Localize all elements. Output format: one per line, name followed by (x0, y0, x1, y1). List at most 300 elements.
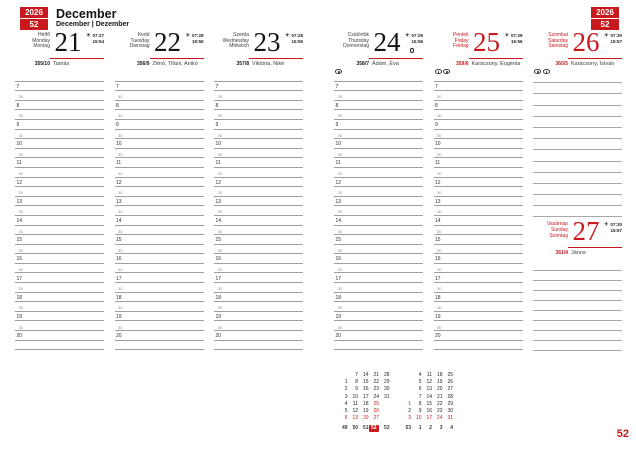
mini-day-cell[interactable] (401, 379, 412, 386)
time-slot[interactable] (434, 245, 523, 255)
mini-day-cell[interactable]: 14 (362, 372, 369, 378)
sunset-time: 15:54 (92, 38, 104, 44)
time-slot[interactable] (115, 226, 204, 236)
mini-day-cell[interactable]: 22 (373, 379, 379, 386)
time-slot[interactable] (15, 120, 104, 130)
time-slot[interactable] (115, 101, 204, 111)
mini-day-cell[interactable]: 30 (383, 386, 390, 393)
time-slot[interactable] (334, 197, 423, 207)
mini-day-cell[interactable]: 5 (344, 407, 348, 414)
writing-line[interactable] (533, 94, 622, 105)
writing-line[interactable] (533, 184, 622, 195)
time-slot[interactable] (334, 302, 423, 312)
mini-day-cell[interactable]: 9 (418, 407, 422, 414)
time-slot[interactable] (15, 235, 104, 245)
time-slot[interactable] (214, 139, 303, 149)
time-slot[interactable] (214, 321, 303, 331)
time-slot[interactable] (434, 331, 523, 341)
mini-day-cell[interactable]: 15 (426, 400, 432, 407)
time-slot[interactable] (115, 91, 204, 101)
mini-day-cell[interactable]: 11 (352, 400, 358, 407)
time-slot[interactable] (434, 187, 523, 197)
mini-day-cell[interactable]: 14 (426, 393, 432, 400)
time-slot[interactable] (15, 264, 104, 274)
time-slot[interactable] (334, 321, 423, 331)
time-slot[interactable] (214, 312, 303, 322)
mini-day-cell[interactable]: 19 (436, 379, 443, 386)
mini-day-cell[interactable]: 28 (383, 372, 390, 378)
day-number: 24 (373, 27, 401, 57)
mini-day-cell[interactable]: 20 (362, 415, 369, 422)
mini-day-cell[interactable]: 7 (355, 372, 358, 378)
mini-day-cell[interactable]: 6 (344, 415, 348, 422)
half-hour-label: 30 (437, 324, 442, 330)
time-slot[interactable] (15, 283, 104, 293)
time-slot[interactable] (15, 101, 104, 111)
time-slot[interactable] (214, 264, 303, 274)
time-slot[interactable] (115, 130, 204, 140)
mini-day-cell[interactable]: 6 (418, 386, 422, 393)
time-slot[interactable] (434, 178, 523, 188)
time-slot[interactable] (15, 302, 104, 312)
time-slot[interactable] (214, 130, 303, 140)
time-slot[interactable] (115, 149, 204, 159)
time-slot[interactable] (214, 235, 303, 245)
writing-line[interactable] (533, 321, 622, 331)
half-hour-label: 30 (217, 286, 222, 292)
mini-calendar-row (337, 401, 390, 408)
time-slot[interactable] (15, 72, 104, 82)
mini-day-cell[interactable]: 17 (426, 415, 432, 422)
time-slot[interactable] (334, 178, 423, 188)
writing-line[interactable] (533, 301, 622, 311)
time-slot[interactable] (334, 82, 423, 92)
time-slot[interactable] (214, 226, 303, 236)
mini-day-cell[interactable]: 8 (418, 400, 422, 407)
time-slot[interactable] (214, 206, 303, 216)
time-slot[interactable] (15, 168, 104, 178)
time-slot[interactable] (214, 187, 303, 197)
writing-line[interactable] (533, 341, 622, 351)
time-slot[interactable] (15, 254, 104, 264)
time-slot[interactable] (434, 139, 523, 149)
day-name-label: Kedd (137, 32, 150, 38)
time-slot[interactable] (434, 283, 523, 293)
day-name-label: Saturday (547, 37, 568, 44)
time-slot[interactable] (115, 168, 204, 178)
time-slot[interactable] (15, 110, 104, 120)
red-date-rule (568, 247, 622, 248)
hour-label: 8 (215, 102, 219, 109)
time-slot[interactable] (214, 149, 303, 159)
mini-day-cell[interactable]: 10 (352, 393, 358, 400)
hour-label: 7 (215, 83, 219, 90)
mini-day-cell[interactable]: 1 (408, 400, 411, 407)
mini-calendar-row (337, 415, 390, 422)
mini-day-cell[interactable]: 12 (352, 407, 358, 414)
time-slot[interactable] (115, 120, 204, 130)
time-slot[interactable] (214, 82, 303, 92)
time-slot[interactable] (15, 293, 104, 303)
time-slot[interactable] (115, 110, 204, 120)
mini-day-cell[interactable] (379, 401, 390, 408)
time-slot[interactable] (434, 158, 523, 168)
mini-day-cell[interactable]: 8 (355, 379, 358, 386)
time-slot[interactable] (334, 226, 423, 236)
time-slot[interactable] (115, 72, 204, 82)
mini-day-cell[interactable] (379, 415, 390, 422)
half-hour-label: 30 (118, 209, 123, 215)
time-slot[interactable] (214, 91, 303, 101)
mini-day-cell[interactable]: 11 (426, 372, 432, 378)
mini-day-cell[interactable]: 31 (447, 415, 453, 422)
time-slot[interactable] (15, 82, 104, 92)
day-header-row (533, 217, 622, 246)
time-slot[interactable] (334, 158, 423, 168)
sunrise-sunset-times (411, 33, 423, 44)
mini-day-cell[interactable]: 2 (408, 407, 411, 414)
time-slot[interactable] (214, 168, 303, 178)
half-hour-label: 30 (337, 247, 342, 253)
time-slot[interactable] (434, 293, 523, 303)
mini-day-cell[interactable]: 25 (373, 400, 379, 407)
day-number: 25 (473, 27, 500, 57)
sun-times-block (86, 28, 104, 44)
writing-line[interactable] (533, 281, 622, 291)
time-slot[interactable] (214, 158, 303, 168)
time-slot[interactable] (15, 245, 104, 255)
mini-day-cell[interactable]: 4 (344, 400, 348, 407)
hour-label: 8 (16, 102, 20, 109)
time-slot[interactable] (334, 72, 423, 82)
half-hour-label: 30 (118, 132, 123, 138)
time-slot[interactable] (434, 341, 523, 351)
time-slot[interactable] (214, 120, 303, 130)
hour-label: 12 (335, 179, 342, 186)
time-slot[interactable] (214, 245, 303, 255)
mini-day-cell[interactable] (401, 386, 412, 393)
time-slot[interactable] (115, 264, 204, 274)
writing-line[interactable] (533, 311, 622, 321)
time-slot[interactable] (115, 341, 204, 351)
day-info-row (533, 61, 622, 67)
mini-day-cell[interactable]: 22 (436, 400, 443, 407)
time-slot[interactable] (15, 178, 104, 188)
mini-day-cell[interactable]: 20 (436, 386, 443, 393)
half-hour-label: 30 (217, 266, 222, 272)
time-slot[interactable] (434, 120, 523, 130)
time-slot[interactable] (334, 91, 423, 101)
time-slot[interactable] (434, 226, 523, 236)
time-slot[interactable] (115, 82, 204, 92)
time-slot[interactable] (15, 321, 104, 331)
time-slot[interactable] (214, 101, 303, 111)
time-slot[interactable] (15, 158, 104, 168)
mini-day-cell[interactable]: 29 (447, 400, 453, 407)
mini-day-cell[interactable]: 2 (344, 386, 348, 393)
time-slot[interactable] (434, 264, 523, 274)
mini-day-cell[interactable]: 24 (373, 393, 379, 400)
day-info-row (434, 61, 523, 67)
time-slot[interactable] (334, 110, 423, 120)
time-slot[interactable] (334, 139, 423, 149)
half-hour-label: 30 (18, 228, 23, 234)
time-slot[interactable] (115, 206, 204, 216)
time-slot[interactable] (214, 341, 303, 351)
time-slot[interactable] (214, 293, 303, 303)
mini-day-cell[interactable]: 23 (436, 407, 443, 414)
time-slot[interactable] (434, 235, 523, 245)
mini-day-cell[interactable]: 18 (436, 372, 443, 378)
mini-day-cell[interactable]: 3 (344, 393, 348, 400)
mini-day-cell[interactable]: 16 (426, 407, 432, 414)
mini-day-cell[interactable]: 5 (418, 379, 422, 386)
time-slot[interactable] (434, 197, 523, 207)
mini-day-cell[interactable]: 7 (418, 393, 422, 400)
time-slot[interactable] (214, 216, 303, 226)
writing-line[interactable] (533, 106, 622, 117)
time-slot[interactable] (334, 331, 423, 341)
time-slot[interactable] (115, 283, 204, 293)
time-slot[interactable] (334, 312, 423, 322)
mini-month-0 (337, 372, 390, 432)
sun-icon: ☀ (603, 222, 609, 229)
time-slot[interactable] (115, 158, 204, 168)
writing-line[interactable] (533, 83, 622, 94)
writing-line[interactable] (533, 128, 622, 139)
mini-day-cell[interactable]: 21 (373, 372, 379, 378)
time-slot[interactable] (115, 312, 204, 322)
time-slot[interactable] (115, 235, 204, 245)
writing-line[interactable] (533, 271, 622, 281)
day-name-label: Mittwoch (229, 43, 249, 50)
mini-day-cell[interactable]: 13 (352, 415, 358, 422)
day-number: 21 (54, 27, 82, 57)
mini-day-cell[interactable]: 10 (415, 415, 422, 422)
mini-day-cell[interactable]: 18 (362, 400, 369, 407)
day-info-row (214, 61, 303, 67)
time-slot[interactable] (334, 216, 423, 226)
hour-grid-wednesday (214, 72, 303, 350)
mini-day-cell[interactable]: 21 (436, 393, 443, 400)
hour-label: 10 (116, 141, 122, 148)
mini-day-cell[interactable] (379, 408, 390, 415)
day-column-saturday-sunday (533, 28, 622, 351)
mini-day-cell[interactable] (401, 372, 412, 379)
time-slot[interactable] (434, 302, 523, 312)
mini-week-numbers-row (337, 425, 390, 433)
time-slot[interactable] (15, 331, 104, 341)
time-slot[interactable] (15, 139, 104, 149)
mini-day-cell[interactable]: 4 (418, 372, 422, 378)
half-hour-label: 30 (118, 305, 123, 311)
sunset-time: 15:55 (291, 38, 303, 44)
time-slot[interactable] (334, 235, 423, 245)
day-name-labels (533, 28, 568, 50)
half-hour-label: 30 (437, 113, 442, 119)
red-date-rule (50, 58, 104, 59)
time-slot[interactable] (115, 139, 204, 149)
time-slot[interactable] (15, 206, 104, 216)
time-slot[interactable] (214, 178, 303, 188)
time-slot[interactable] (214, 283, 303, 293)
mini-day-cell[interactable]: 12 (426, 379, 432, 386)
time-slot[interactable] (15, 187, 104, 197)
half-hour-label: 30 (18, 190, 23, 196)
time-slot[interactable] (434, 82, 523, 92)
day-of-year: 356/9 (136, 60, 150, 67)
hour-label: 13 (435, 198, 441, 205)
time-slot[interactable] (334, 168, 423, 178)
time-slot[interactable] (214, 302, 303, 312)
mini-day-cell[interactable] (337, 372, 348, 379)
day-of-year: 360/5 (555, 60, 568, 67)
time-slot[interactable] (434, 91, 523, 101)
writing-line[interactable] (533, 150, 622, 161)
time-slot[interactable] (214, 254, 303, 264)
time-slot[interactable] (115, 331, 204, 341)
time-slot[interactable] (115, 293, 204, 303)
mini-day-cell[interactable]: 3 (408, 415, 411, 422)
writing-line[interactable] (533, 72, 622, 83)
hour-label: 14 (215, 218, 222, 224)
sunday-lines-grid (533, 261, 622, 351)
writing-line[interactable] (533, 331, 622, 341)
mini-day-cell[interactable]: 28 (447, 393, 453, 400)
writing-line[interactable] (533, 117, 622, 128)
time-slot[interactable] (214, 331, 303, 341)
mini-day-cell[interactable]: 26 (447, 379, 453, 386)
time-slot[interactable] (434, 72, 523, 82)
time-slot[interactable] (334, 101, 423, 111)
writing-line[interactable] (533, 173, 622, 184)
sunset-time: 15:57 (610, 227, 622, 233)
time-slot[interactable] (115, 197, 204, 207)
time-slot[interactable] (15, 91, 104, 101)
time-slot[interactable] (115, 245, 204, 255)
time-slot[interactable] (334, 254, 423, 264)
time-slot[interactable] (434, 130, 523, 140)
writing-line[interactable] (533, 195, 622, 206)
time-slot[interactable] (334, 273, 423, 283)
time-slot[interactable] (214, 273, 303, 283)
mini-week-number: 4 (450, 424, 453, 431)
time-slot[interactable] (15, 341, 104, 351)
mini-day-cell[interactable]: 30 (447, 407, 453, 414)
time-slot[interactable] (334, 245, 423, 255)
time-slot[interactable] (15, 273, 104, 283)
time-slot[interactable] (434, 101, 523, 111)
time-slot[interactable] (15, 197, 104, 207)
hour-label: 18 (16, 294, 23, 301)
hour-label: 20 (116, 333, 122, 340)
sun-icon: ☀ (284, 33, 290, 39)
time-slot[interactable] (214, 72, 303, 82)
mini-day-cell[interactable]: 23 (373, 386, 379, 393)
mini-day-cell[interactable]: 9 (355, 386, 358, 393)
mini-day-cell[interactable]: 31 (383, 393, 390, 400)
time-slot[interactable] (434, 254, 523, 264)
time-slot[interactable] (115, 178, 204, 188)
mini-day-cell[interactable]: 26 (373, 407, 379, 414)
hour-label: 16 (116, 256, 122, 263)
red-date-rule (369, 58, 423, 59)
time-slot[interactable] (434, 321, 523, 331)
time-slot[interactable] (214, 197, 303, 207)
time-slot[interactable] (115, 187, 204, 197)
time-slot[interactable] (334, 341, 423, 351)
mini-day-cell[interactable]: 27 (373, 415, 379, 422)
mini-day-cell[interactable]: 17 (362, 393, 369, 400)
time-slot[interactable] (434, 312, 523, 322)
time-slot[interactable] (115, 273, 204, 283)
half-hour-label: 30 (217, 94, 222, 100)
mini-day-cell[interactable]: 29 (383, 379, 390, 386)
time-slot[interactable] (214, 110, 303, 120)
time-slot[interactable] (434, 206, 523, 216)
time-slot[interactable] (334, 149, 423, 159)
time-slot[interactable] (115, 321, 204, 331)
time-slot[interactable] (334, 187, 423, 197)
mini-day-cell[interactable]: 25 (447, 372, 453, 378)
mini-week-number: 53 (383, 424, 390, 431)
writing-line[interactable] (533, 291, 622, 301)
writing-line[interactable] (533, 139, 622, 150)
day-name-label: Dienstag (129, 43, 150, 50)
time-slot[interactable] (434, 168, 523, 178)
half-hour-label: 30 (18, 132, 23, 138)
mini-day-cell[interactable]: 13 (426, 386, 432, 393)
time-slot[interactable] (115, 254, 204, 264)
time-slot[interactable] (434, 149, 523, 159)
hour-label: 13 (116, 198, 122, 205)
time-slot[interactable] (15, 130, 104, 140)
mini-day-cell[interactable] (401, 394, 412, 401)
time-slot[interactable] (334, 120, 423, 130)
half-hour-label: 30 (437, 94, 442, 100)
writing-line[interactable] (533, 261, 622, 271)
writing-line[interactable] (533, 162, 622, 173)
time-slot[interactable] (334, 264, 423, 274)
mini-day-cell[interactable]: 24 (436, 415, 443, 422)
mini-day-cell[interactable]: 1 (344, 379, 348, 386)
mini-day-cell[interactable]: 15 (362, 379, 369, 386)
sun-times-block (285, 28, 303, 44)
time-slot[interactable] (434, 110, 523, 120)
time-slot[interactable] (115, 216, 204, 226)
day-name-label: Thursday (348, 37, 369, 44)
time-slot[interactable] (15, 226, 104, 236)
mini-day-cell[interactable]: 16 (362, 386, 369, 393)
time-slot[interactable] (334, 283, 423, 293)
hour-label: 20 (435, 333, 441, 340)
day-header-row (533, 28, 622, 57)
time-slot[interactable] (15, 149, 104, 159)
time-slot[interactable] (434, 273, 523, 283)
time-slot[interactable] (115, 302, 204, 312)
mini-day-cell[interactable]: 19 (362, 407, 369, 414)
time-slot[interactable] (334, 206, 423, 216)
half-hour-label: 30 (217, 209, 222, 215)
time-slot[interactable] (15, 216, 104, 226)
time-slot[interactable] (15, 312, 104, 322)
mini-day-cell[interactable]: 27 (447, 386, 453, 393)
time-slot[interactable] (334, 293, 423, 303)
hour-label: 11 (215, 160, 221, 167)
time-slot[interactable] (434, 216, 523, 226)
time-slot[interactable] (334, 130, 423, 140)
day-number: 22 (154, 27, 181, 57)
